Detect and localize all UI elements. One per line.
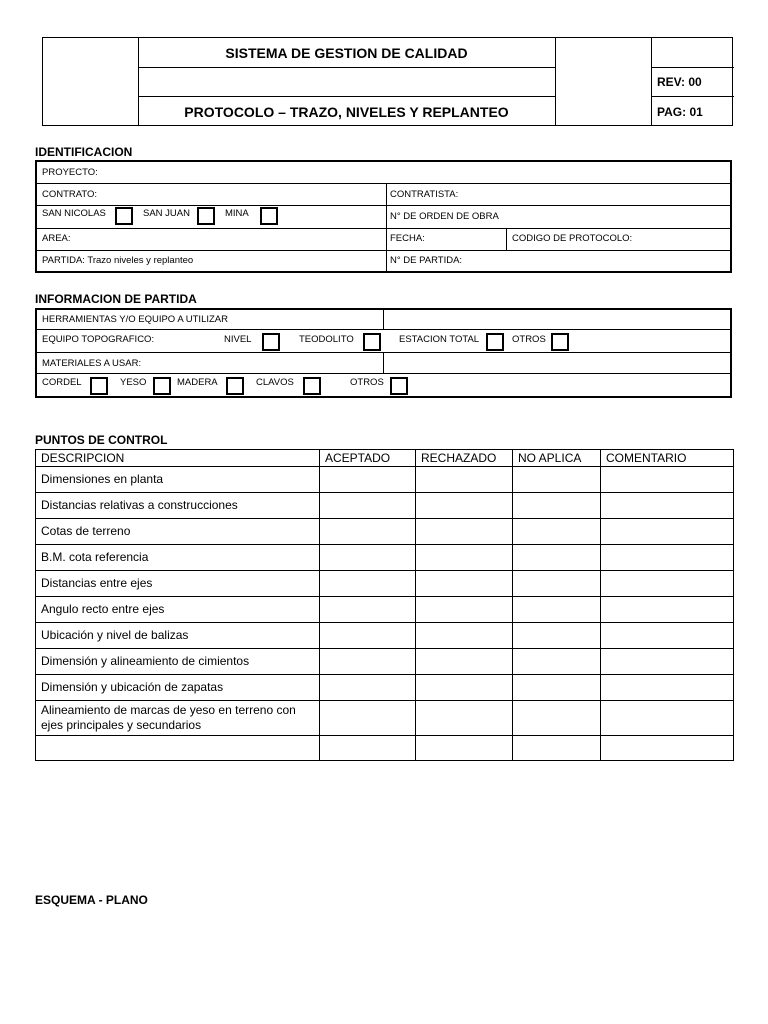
row-description: Cotas de terreno (36, 519, 320, 545)
page-number: PAG: 01 (657, 105, 703, 119)
comentario-cell[interactable] (601, 467, 734, 493)
table-header-row (36, 450, 734, 467)
otros-equipo-checkbox[interactable] (551, 333, 569, 351)
estacion-total-label: ESTACION TOTAL (399, 334, 480, 345)
nivel-checkbox[interactable] (262, 333, 280, 351)
puntos-control-heading: PUNTOS DE CONTROL (35, 433, 168, 447)
informacion-heading: INFORMACION DE PARTIDA (35, 292, 197, 306)
aceptado-cell[interactable] (320, 571, 416, 597)
comentario-cell[interactable] (601, 623, 734, 649)
rechazado-cell[interactable] (416, 736, 513, 761)
area-label: AREA: (42, 233, 71, 244)
col-no-aplica: NO APLICA (513, 450, 601, 467)
row-description[interactable] (36, 736, 320, 761)
num-partida-label: N° DE PARTIDA: (390, 255, 463, 266)
aceptado-cell[interactable] (320, 493, 416, 519)
table-row (36, 519, 734, 545)
row-description: Dimensión y alineamiento de cimientos (36, 649, 320, 675)
rechazado-cell[interactable] (416, 675, 513, 701)
table-row (36, 545, 734, 571)
row-description: Angulo recto entre ejes (36, 597, 320, 623)
yeso-checkbox[interactable] (153, 377, 171, 395)
clavos-checkbox[interactable] (303, 377, 321, 395)
rechazado-cell[interactable] (416, 519, 513, 545)
table-row (36, 467, 734, 493)
row-description: Distancias entre ejes (36, 571, 320, 597)
puntos-control-table (35, 449, 734, 761)
partida-label: PARTIDA: Trazo niveles y replanteo (42, 255, 194, 266)
mina-checkbox[interactable] (260, 207, 278, 225)
row-description: B.M. cota referencia (36, 545, 320, 571)
comentario-cell[interactable] (601, 545, 734, 571)
col-aceptado: ACEPTADO (320, 450, 416, 467)
mina-label: MINA (225, 208, 249, 219)
table-row (36, 675, 734, 701)
rechazado-cell[interactable] (416, 623, 513, 649)
no-aplica-cell[interactable] (513, 701, 601, 736)
comentario-cell[interactable] (601, 736, 734, 761)
no-aplica-cell[interactable] (513, 571, 601, 597)
rechazado-cell[interactable] (416, 701, 513, 736)
row-description: Dimensiones en planta (36, 467, 320, 493)
san-juan-checkbox[interactable] (197, 207, 215, 225)
herramientas-label: HERRAMIENTAS Y/O EQUIPO A UTILIZAR (42, 314, 228, 325)
comentario-cell[interactable] (601, 649, 734, 675)
aceptado-cell[interactable] (320, 736, 416, 761)
aceptado-cell[interactable] (320, 623, 416, 649)
comentario-cell[interactable] (601, 675, 734, 701)
table-row (36, 649, 734, 675)
identificacion-heading: IDENTIFICACION (35, 145, 133, 159)
no-aplica-cell[interactable] (513, 467, 601, 493)
table-row (36, 623, 734, 649)
madera-label: MADERA (177, 377, 218, 388)
row-description: Alineamiento de marcas de yeso en terreno con ejes principales y secundarios (36, 701, 320, 736)
esquema-heading: ESQUEMA - PLANO (35, 893, 148, 907)
aceptado-cell[interactable] (320, 545, 416, 571)
materiales-label: MATERIALES A USAR: (42, 358, 142, 369)
col-comentario: COMENTARIO (601, 450, 734, 467)
informacion-table (35, 308, 732, 398)
yeso-label: YESO (120, 377, 147, 388)
col-descripcion: DESCRIPCION (36, 450, 320, 467)
rechazado-cell[interactable] (416, 571, 513, 597)
teodolito-label: TEODOLITO (299, 334, 354, 345)
proyecto-label: PROYECTO: (42, 167, 98, 178)
system-title: SISTEMA DE GESTION DE CALIDAD (225, 44, 468, 61)
comentario-cell[interactable] (601, 701, 734, 736)
no-aplica-cell[interactable] (513, 623, 601, 649)
contrato-label: CONTRATO: (42, 189, 98, 200)
fecha-label: FECHA: (390, 233, 425, 244)
rechazado-cell[interactable] (416, 467, 513, 493)
equipo-topografico-label: EQUIPO TOPOGRAFICO: (42, 334, 155, 345)
teodolito-checkbox[interactable] (363, 333, 381, 351)
aceptado-cell[interactable] (320, 519, 416, 545)
table-row (36, 493, 734, 519)
row-description: Ubicación y nivel de balizas (36, 623, 320, 649)
cordel-label: CORDEL (42, 377, 82, 388)
aceptado-cell[interactable] (320, 467, 416, 493)
row-description: Distancias relativas a construcciones (36, 493, 320, 519)
estacion-total-checkbox[interactable] (486, 333, 504, 351)
otros-equipo-label: OTROS (512, 334, 546, 345)
cordel-checkbox[interactable] (90, 377, 108, 395)
aceptado-cell[interactable] (320, 649, 416, 675)
no-aplica-cell[interactable] (513, 545, 601, 571)
rechazado-cell[interactable] (416, 545, 513, 571)
rechazado-cell[interactable] (416, 597, 513, 623)
revision-number: REV: 00 (657, 75, 702, 89)
san-nicolas-checkbox[interactable] (115, 207, 133, 225)
aceptado-cell[interactable] (320, 675, 416, 701)
identificacion-table (35, 160, 732, 273)
no-aplica-cell[interactable] (513, 519, 601, 545)
no-aplica-cell[interactable] (513, 736, 601, 761)
clavos-label: CLAVOS (256, 377, 294, 388)
no-aplica-cell[interactable] (513, 675, 601, 701)
aceptado-cell[interactable] (320, 597, 416, 623)
nivel-label: NIVEL (224, 334, 252, 345)
madera-checkbox[interactable] (226, 377, 244, 395)
table-row (36, 571, 734, 597)
protocol-title: PROTOCOLO – TRAZO, NIVELES Y REPLANTEO (184, 104, 509, 120)
comentario-cell[interactable] (601, 597, 734, 623)
table-row-empty (36, 736, 734, 761)
contratista-label: CONTRATISTA: (390, 189, 459, 200)
no-aplica-cell[interactable] (513, 649, 601, 675)
otros-material-label: OTROS (350, 377, 384, 388)
otros-material-checkbox[interactable] (390, 377, 408, 395)
comentario-cell[interactable] (601, 519, 734, 545)
orden-obra-label: N° DE ORDEN DE OBRA (390, 211, 499, 222)
table-row (36, 701, 734, 736)
col-rechazado: RECHAZADO (416, 450, 513, 467)
comentario-cell[interactable] (601, 493, 734, 519)
aceptado-cell[interactable] (320, 701, 416, 736)
rechazado-cell[interactable] (416, 649, 513, 675)
codigo-protocolo-label: CODIGO DE PROTOCOLO: (512, 233, 633, 244)
document-header (42, 37, 733, 126)
row-description: Dimensión y ubicación de zapatas (36, 675, 320, 701)
rechazado-cell[interactable] (416, 493, 513, 519)
comentario-cell[interactable] (601, 571, 734, 597)
table-row (36, 597, 734, 623)
san-nicolas-label: SAN NICOLAS (42, 208, 106, 219)
san-juan-label: SAN JUAN (143, 208, 190, 219)
no-aplica-cell[interactable] (513, 493, 601, 519)
no-aplica-cell[interactable] (513, 597, 601, 623)
